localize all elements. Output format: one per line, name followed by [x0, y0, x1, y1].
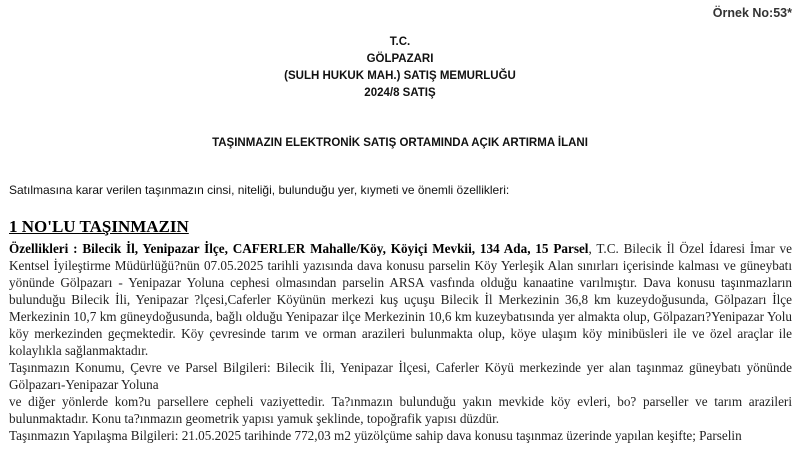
example-number: Örnek No:53* [712, 6, 792, 20]
location-line-2: ve diğer yönlerde kom?u parsellere cepheli vaziyettedir. Ta?ınmazın bulunduğu yakın mevkide köy evleri, bo? parseller ve tarım arazileri bulunmaktadır. Konu ta?ınmazın geometrik yapısı yamuk şeklinde, topoğrafik yapısı düzdür. [9, 394, 792, 426]
property-heading: 1 NO'LU TAŞINMAZIN [9, 217, 189, 236]
features-paragraph [9, 240, 792, 359]
announcement-title: TAŞINMAZIN ELEKTRONİK SATIŞ ORTAMINDA AÇIK ARTIRMA İLANI [212, 137, 588, 149]
document-header [0, 34, 800, 102]
features-text: , T.C. Bilecik İl Özel İdaresi İmar ve Kentsel İyileştirme Müdürlüğü?nün 07.05.2025 tarihli yazısında dava konusu parselin Köy Yerleşik Alan sınırları içerisinde kalması ve güneybatı yönünde Gölpazarı - Yenipazar Yoluna cephesi olmasından parselin ARSA vasfında olduğu kanaatine varılmıştır. Dava konusu taşınmazların bulunduğu Bilecik İli, Yenipazar ?lçesi,Caferler Köyünün merkezi kuş uçuşu Bilecik İl Merkezinin 36,8 km kuzeydoğusunda, Gölpazarı İlçe Merkezinin 10,7 km güneydoğusunda, bağlı olduğu Yenipazar ilçe Merkezinin 10,6 km kuzeybatısında yer almakta olup, Gölpazarı?Yenipazar Yolu köy merkezinden geçmektedir. Köy çevresinde tarım ve orman arazileri bulunmakta olup, köye ulaşım köy minibüsleri ile ve özel araçlar ile kolaylıkla sağlanmaktadır. [9, 241, 792, 358]
location-line-1: Taşınmazın Konumu, Çevre ve Parsel Bilgileri: Bilecik İli, Yenipazar İlçesi, Caferler Köyü merkezinde yer alan taşınmaz güneybatı yönünde Gölpazarı-Yenipazar Yoluna [9, 360, 792, 392]
intro-text: Satılmasına karar verilen taşınmazın cinsi, niteliği, bulunduğu yer, kıymeti ve önemli özellikleri: [9, 183, 510, 197]
header-line-tc: T.C. [389, 36, 411, 48]
header-line-case: 2024/8 SATIŞ [364, 87, 436, 99]
header-line-town: GÖLPAZARI [366, 53, 434, 65]
header-line-office: (SULH HUKUK MAH.) SATIŞ MEMURLUĞU [284, 70, 516, 82]
property-body [9, 240, 792, 444]
zoning-line: Taşınmazın Yapılaşma Bilgileri: 21.05.2025 tarihinde 772,03 m2 yüzölçüme sahip dava konusu taşınmaz üzerinde yapılan keşifte; Parselin [9, 428, 742, 443]
features-label: Özellikleri : Bilecik İl, Yenipazar İlçe, CAFERLER Mahalle/Köy, Köyiçi Mevkii, 134 Ada, 15 Parsel [9, 241, 589, 256]
